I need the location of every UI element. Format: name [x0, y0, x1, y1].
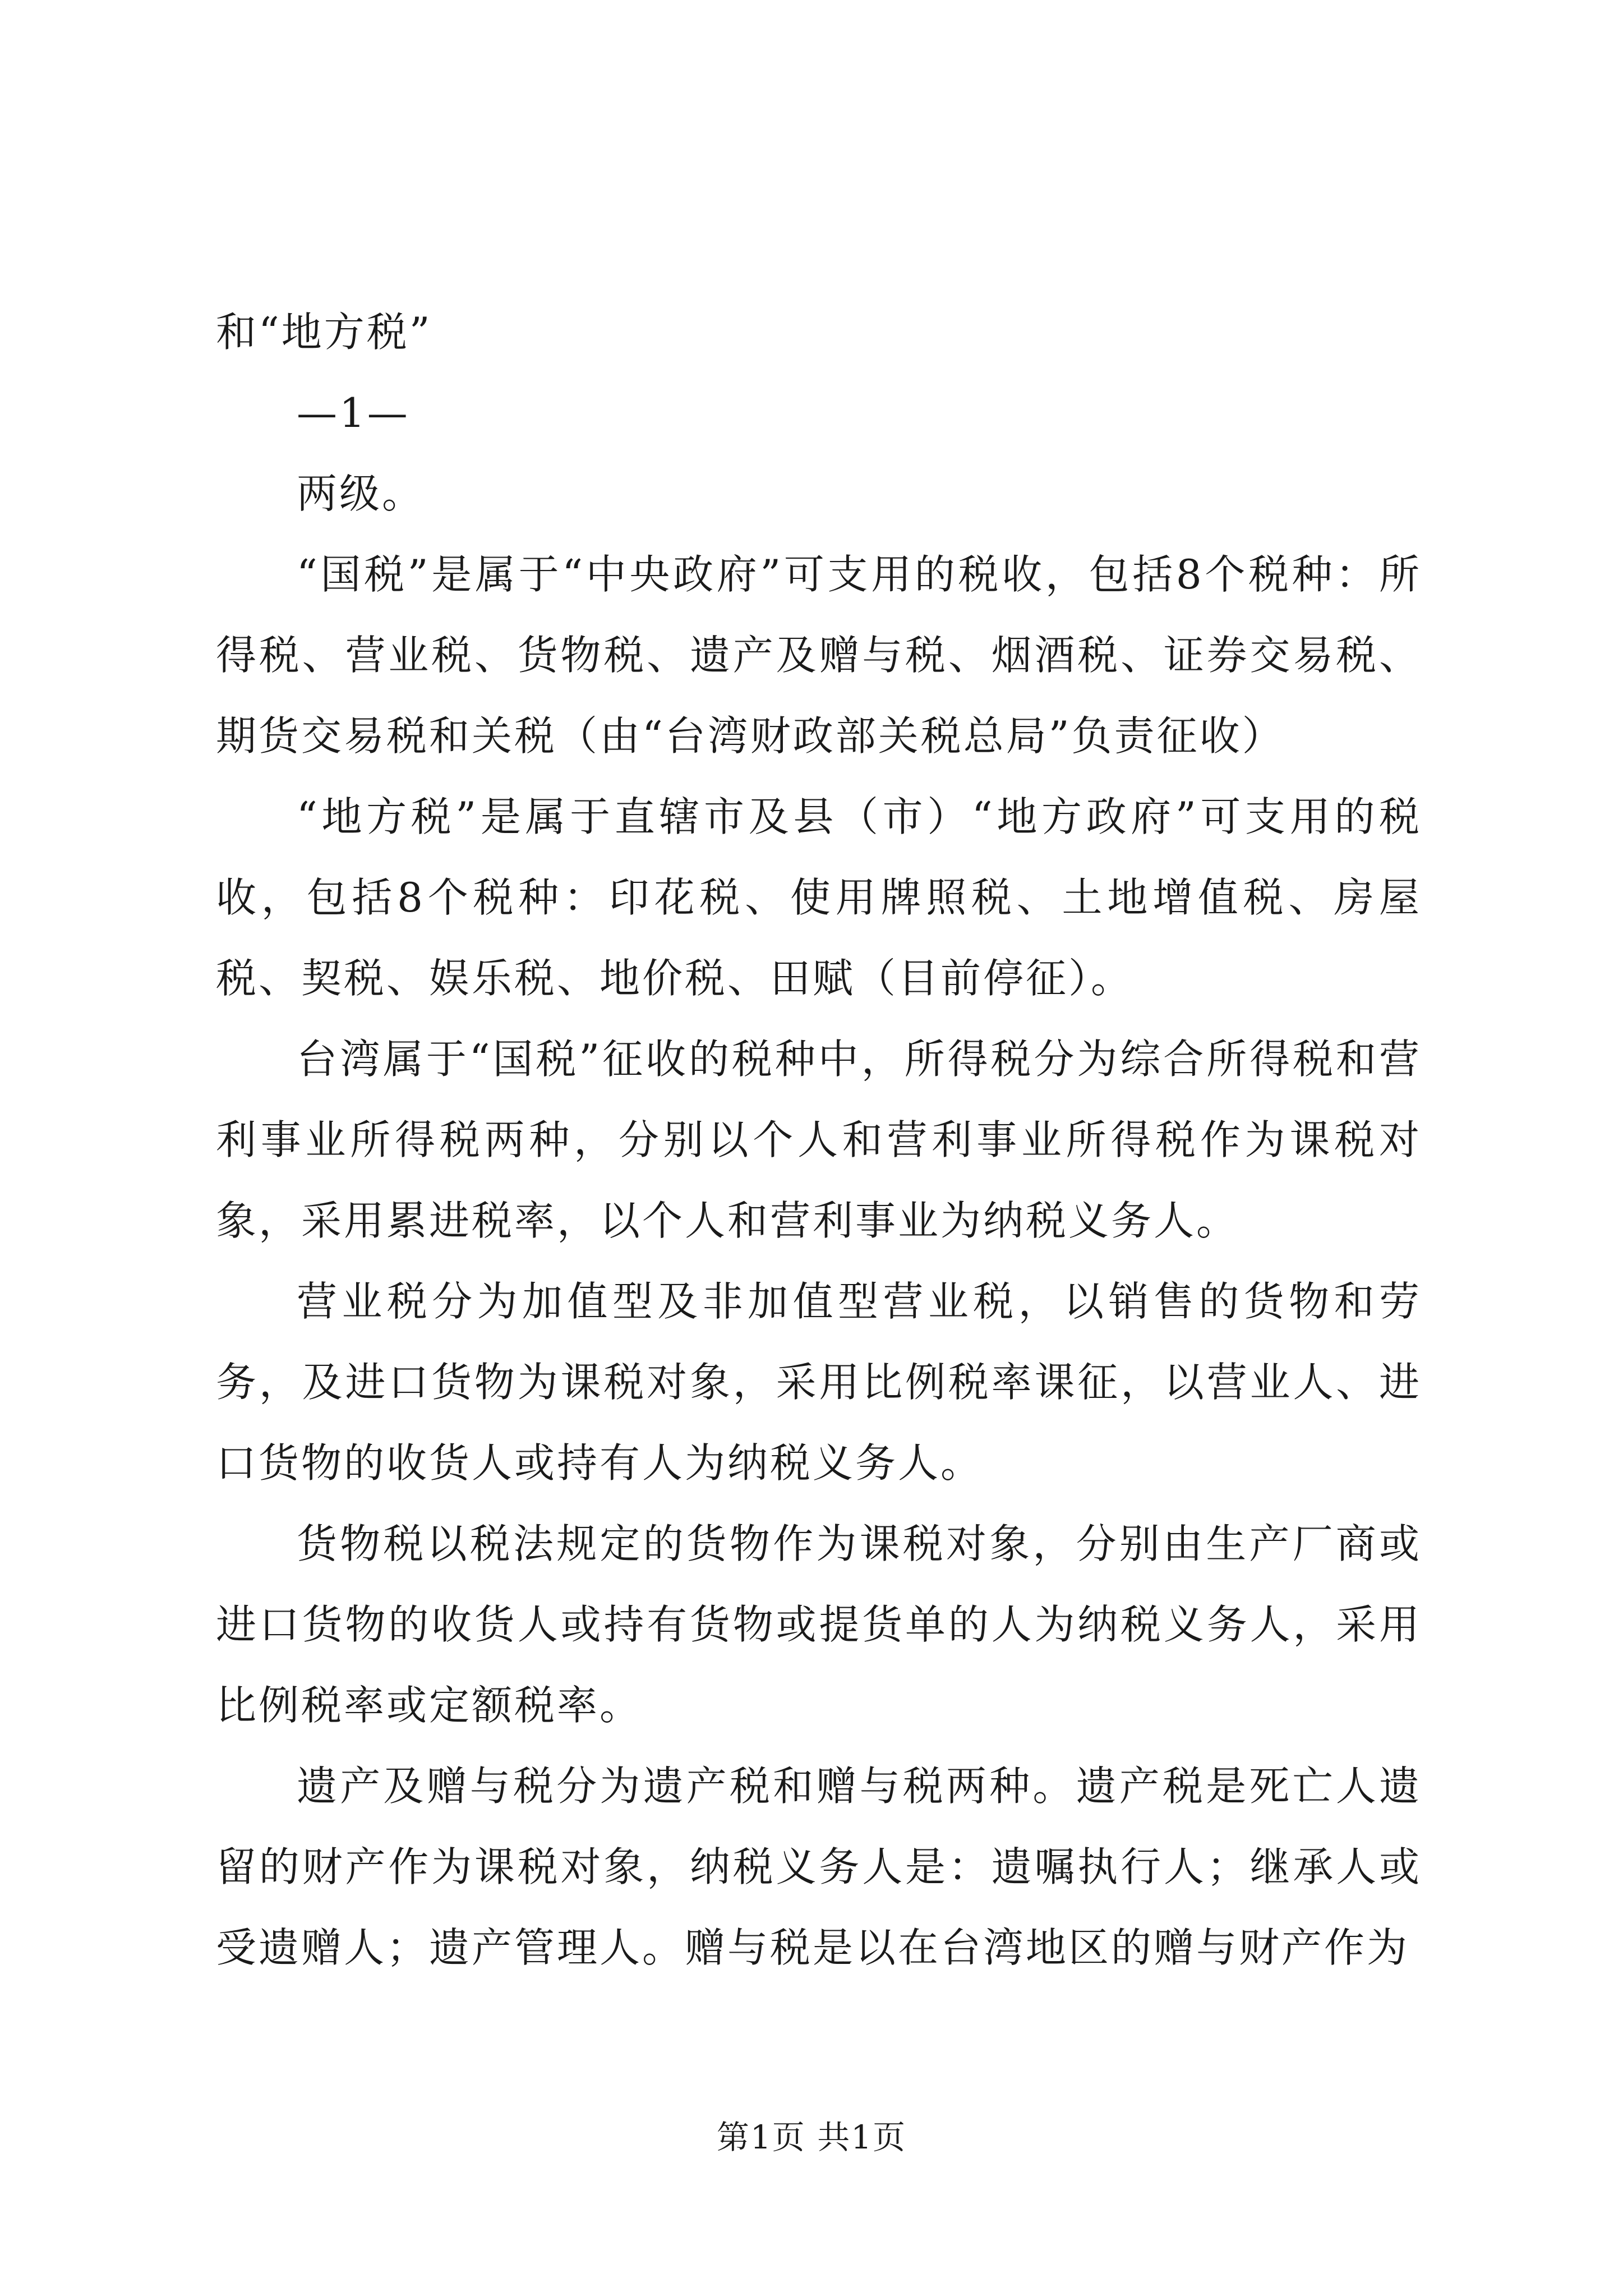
page-footer: 第1页 共1页	[716, 2118, 907, 2156]
paragraph-7: 遗产及赠与税分为遗产税和赠与税两种。遗产税是死亡人遗留的财产作为课税对象，纳税义务人是：遗嘱执行人；继承人或受遗赠人；遗产管理人。赠与税是以在台湾地区的赠与财产作为	[216, 1763, 1422, 1971]
fragment-line: 和“地方税”	[216, 309, 432, 356]
paragraph-3: “地方税”是属于直辖市及县（市）“地方政府”可支用的税收，包括8个税种：印花税、使用牌照税、土地增值税、房屋税、契税、娱乐税、地价税、田赋（目前停征）。	[216, 793, 1422, 1002]
paragraph-2: “国税”是属于“中央政府”可支用的税收，包括8个税种：所得税、营业税、货物税、遗产及赠与税、烟酒税、证券交易税、期货交易税和关税（由“台湾财政部关税总局”负责征收）	[216, 551, 1422, 760]
paragraph-6: 货物税以税法规定的货物作为课税对象，分别由生产厂商或进口货物的收货人或持有货物或提货单的人为纳税义务人，采用比例税率或定额税率。	[216, 1520, 1422, 1729]
paragraph-5: 营业税分为加值型及非加值型营业税，以销售的货物和劳务，及进口货物为课税对象，采用比例税率课征，以营业人、进口货物的收货人或持有人为纳税义务人。	[216, 1278, 1422, 1487]
paragraph-4: 台湾属于“国税”征收的税种中，所得税分为综合所得税和营利事业所得税两种，分别以个人和营利事业所得税作为课税对象，采用累进税率，以个人和营利事业为纳税义务人。	[216, 1036, 1422, 1244]
paragraph-1: 两级。	[297, 470, 425, 517]
page-marker: —1—	[297, 389, 410, 436]
document-body	[216, 292, 1422, 1988]
